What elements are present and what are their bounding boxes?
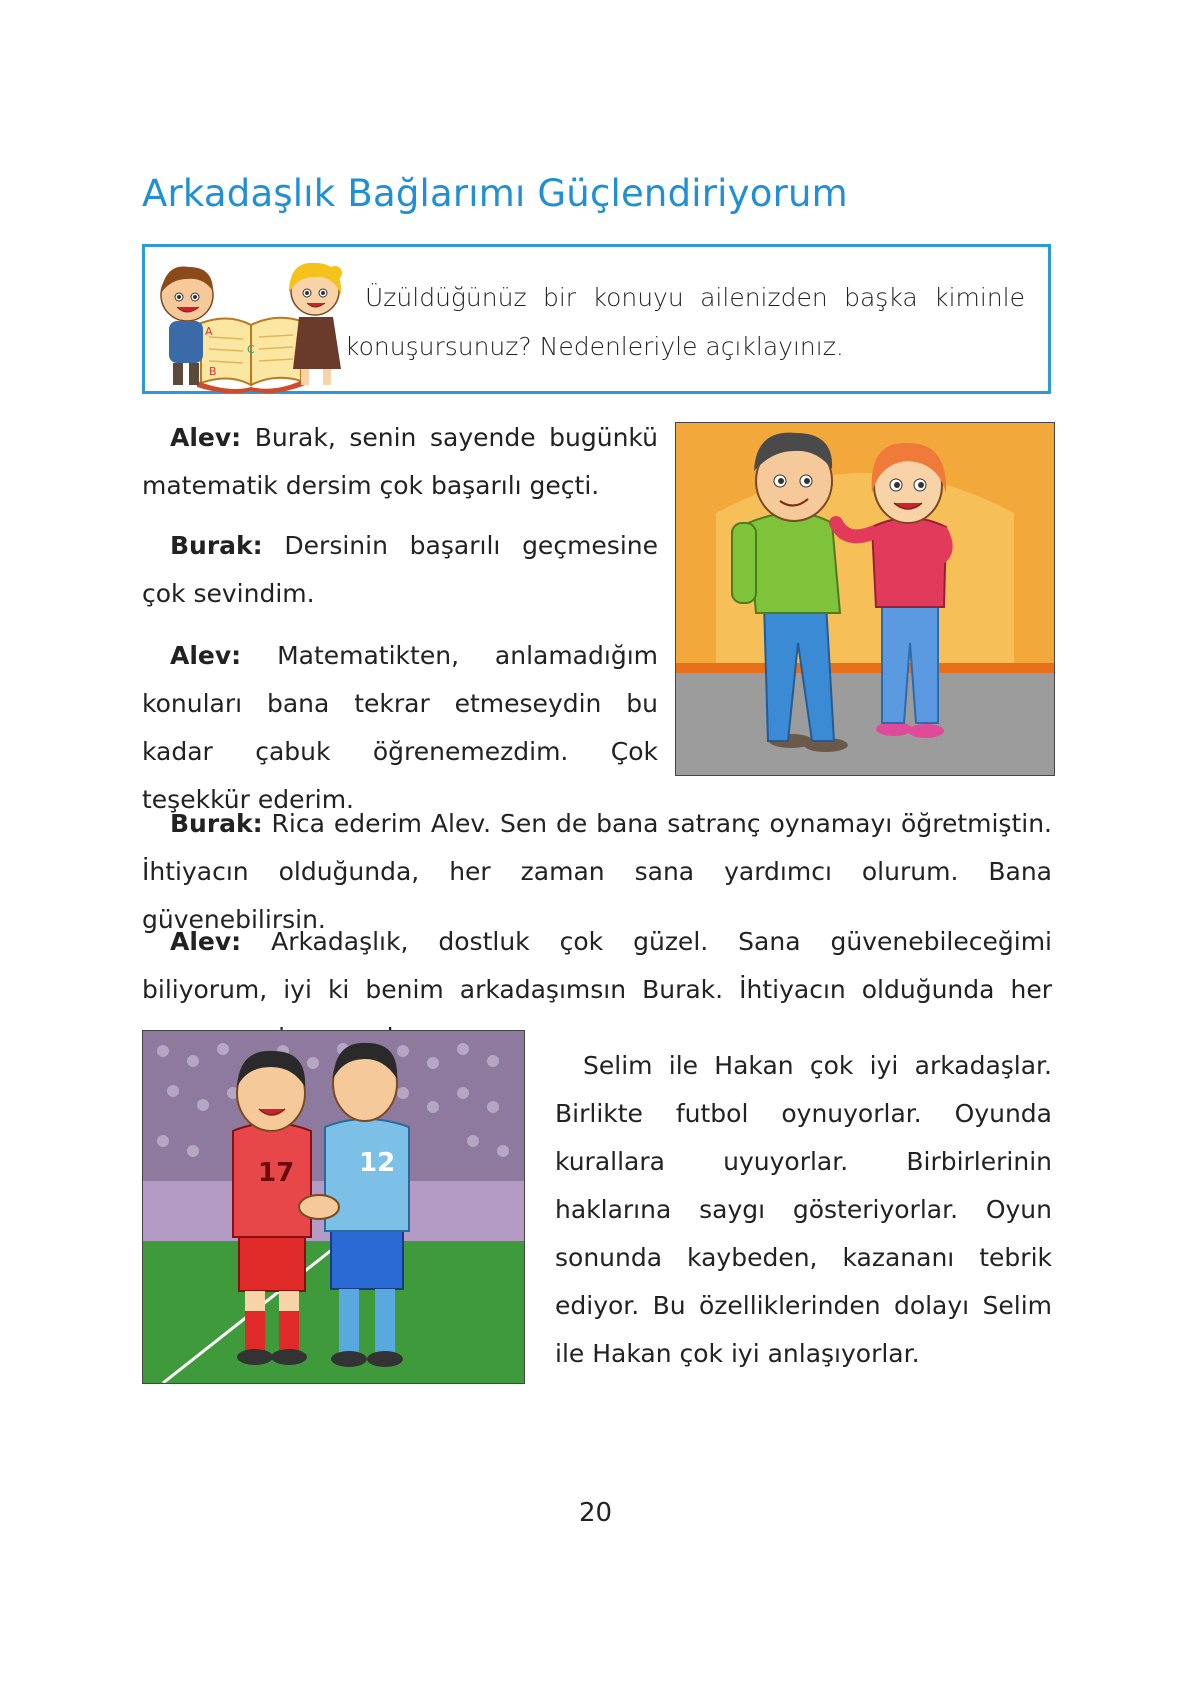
speaker-label: Burak: bbox=[170, 809, 263, 838]
speaker-label: Burak: bbox=[170, 531, 263, 560]
dialogue-line-1 bbox=[142, 414, 658, 510]
book-right-page bbox=[251, 318, 301, 385]
dialogue-text: Burak, senin sayende bugünkü matematik dersim çok başarılı geçti. bbox=[142, 423, 658, 500]
boy-body bbox=[169, 321, 203, 363]
page-number: 20 bbox=[578, 1498, 613, 1528]
right-jersey-number: 12 bbox=[359, 1148, 396, 1178]
dialogue-line-2 bbox=[142, 522, 658, 618]
dialogue-text: Matematikten, anlamadığım konuları bana tekrar etmeseydin bu kadar çabuk öğrenemezdim. Çok teşekkür ederim. bbox=[142, 641, 658, 814]
kids-with-book-illustration bbox=[149, 253, 349, 393]
speaker-label: Alev: bbox=[170, 641, 242, 670]
football-paragraph: Selim ile Hakan çok iyi arkadaşlar. Birlikte futbol oynuyorlar. Oyunda kurallara uyuyorlar. Birbirlerinin haklarına saygı gösteriyorlar. Oyun sonunda kaybeden, kazananı tebrik ediyor. Bu özelliklerinden dolayı Selim ile Hakan çok iyi anlaşıyorlar. bbox=[555, 1051, 1052, 1368]
floor bbox=[676, 673, 1054, 775]
question-box bbox=[142, 244, 1051, 394]
floor-stripe bbox=[676, 663, 1054, 673]
dialogue-text: Rica ederim Alev. Sen de bana satranç oynamayı öğretmiştin. İhtiyacın olduğunda, her zaman sana yardımcı olurum. Bana güvenebilirsin. bbox=[142, 809, 1052, 934]
handshake bbox=[299, 1195, 339, 1219]
dialogue-text: Arkadaşlık, dostluk çok güzel. Sana güvenebileceğimi biliyorum, iyi ki benim arkadaşımsın Burak. İhtiyacın olduğunda her bbox=[142, 927, 1052, 1004]
right-player-shorts bbox=[331, 1227, 403, 1289]
girl-dress bbox=[293, 317, 341, 369]
football-players-illustration bbox=[142, 1030, 525, 1384]
talking-kids-illustration bbox=[675, 422, 1055, 776]
dialogue-line-3 bbox=[142, 632, 658, 824]
book-letter-a: A bbox=[205, 325, 213, 338]
left-jersey-number: 17 bbox=[258, 1158, 295, 1188]
dialogue-text: Dersinin başarılı geçmesine çok sevindim. bbox=[142, 531, 658, 608]
speaker-label: Alev: bbox=[170, 423, 242, 452]
left-player-shorts bbox=[239, 1231, 305, 1291]
book-letter-c: C bbox=[247, 343, 255, 356]
boy-shirt bbox=[748, 513, 840, 613]
page-title: Arkadaşlık Bağlarımı Güçlendiriyorum bbox=[142, 172, 848, 215]
speaker-label: Alev: bbox=[170, 927, 242, 956]
book-letter-b: B bbox=[209, 365, 217, 378]
question-text: Üzüldüğünüz bir konuyu ailenizden başka kiminle konuşursunuz? Nedenleriyle açıklayınız. bbox=[345, 283, 1025, 361]
